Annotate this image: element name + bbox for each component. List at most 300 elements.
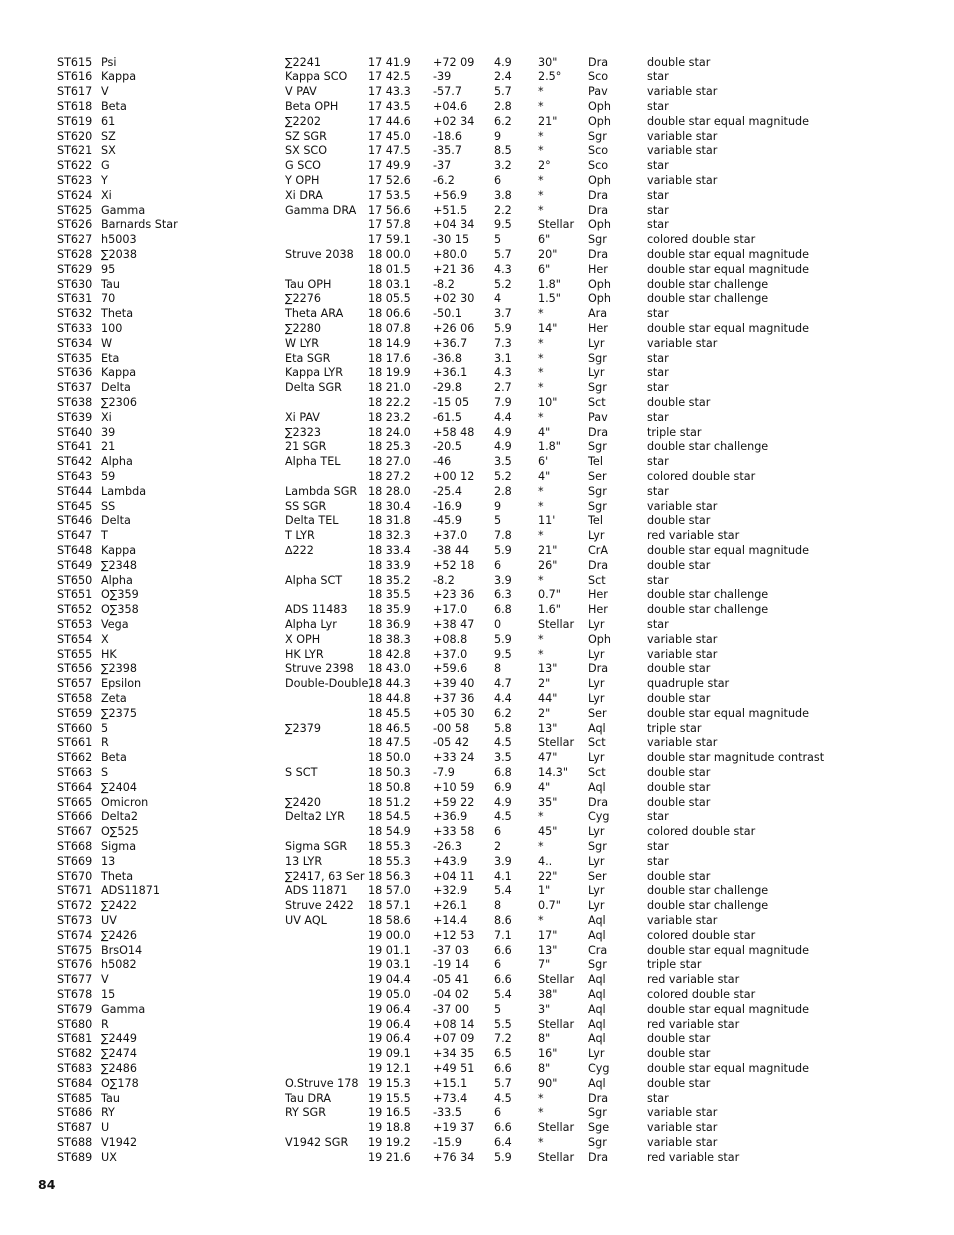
object-name-cell: UX: [101, 1150, 117, 1164]
separation-cell: 2.5°: [538, 70, 562, 84]
right-ascension-cell: 18 58.6: [368, 913, 411, 927]
catalog-id-cell: ST623: [57, 173, 93, 187]
table-row: [0, 648, 954, 663]
table-row: [0, 751, 954, 766]
catalog-id-cell: ST672: [57, 899, 93, 913]
constellation-cell: Pav: [588, 410, 608, 424]
constellation-cell: Her: [588, 321, 608, 335]
right-ascension-cell: 18 17.6: [368, 351, 411, 365]
right-ascension-cell: 19 00.0: [368, 928, 411, 942]
magnitude-cell: 3.5: [494, 751, 512, 765]
table-row: [0, 292, 954, 307]
separation-cell: Stellar: [538, 736, 575, 750]
alt-name-cell: HK LYR: [285, 647, 324, 661]
magnitude-cell: 2: [494, 839, 502, 853]
right-ascension-cell: 19 01.1: [368, 943, 411, 957]
catalog-id-cell: ST685: [57, 1091, 93, 1105]
declination-cell: -36.8: [433, 351, 462, 365]
right-ascension-cell: 18 05.5: [368, 292, 411, 306]
right-ascension-cell: 18 44.3: [368, 677, 411, 691]
separation-cell: 35": [538, 795, 558, 809]
separation-cell: *: [538, 336, 544, 350]
magnitude-cell: 6.6: [494, 1061, 512, 1075]
table-row: [0, 1092, 954, 1107]
separation-cell: *: [538, 1091, 544, 1105]
constellation-cell: Aql: [588, 1076, 606, 1090]
right-ascension-cell: 18 51.2: [368, 795, 411, 809]
table-row: [0, 218, 954, 233]
declination-cell: +51.5: [433, 203, 468, 217]
separation-cell: 11': [538, 514, 556, 528]
constellation-cell: Sgr: [588, 484, 607, 498]
right-ascension-cell: 17 53.5: [368, 188, 411, 202]
constellation-cell: Sgr: [588, 1106, 607, 1120]
object-name-cell: W: [101, 336, 113, 350]
alt-name-cell: ADS 11871: [285, 884, 348, 898]
catalog-id-cell: ST677: [57, 973, 93, 987]
object-type-cell: star: [647, 410, 669, 424]
table-row: [0, 263, 954, 278]
magnitude-cell: 5.7: [494, 247, 512, 261]
magnitude-cell: 5.9: [494, 543, 512, 557]
object-name-cell: G: [101, 159, 110, 173]
table-row: [0, 1062, 954, 1077]
object-type-cell: double star equal magnitude: [647, 943, 810, 957]
alt-name-cell: ∑2417, 63 Ser: [285, 869, 365, 883]
constellation-cell: Lyr: [588, 677, 605, 691]
object-type-cell: double star: [647, 395, 711, 409]
object-name-cell: Theta: [101, 307, 134, 321]
object-type-cell: variable star: [647, 1135, 718, 1149]
object-name-cell: 21: [101, 440, 116, 454]
object-name-cell: Sigma: [101, 839, 137, 853]
catalog-id-cell: ST628: [57, 247, 93, 261]
table-row: [0, 248, 954, 263]
object-name-cell: Barnards Star: [101, 218, 178, 232]
catalog-id-cell: ST652: [57, 603, 93, 617]
object-type-cell: double star equal magnitude: [647, 1002, 810, 1016]
catalog-id-cell: ST637: [57, 381, 93, 395]
object-name-cell: 13: [101, 854, 116, 868]
object-type-cell: colored double star: [647, 987, 756, 1001]
constellation-cell: Oph: [588, 114, 611, 128]
declination-cell: +02 30: [433, 292, 475, 306]
constellation-cell: Lyr: [588, 899, 605, 913]
right-ascension-cell: 18 28.0: [368, 484, 411, 498]
catalog-id-cell: ST646: [57, 514, 93, 528]
alt-name-cell: Theta ARA: [285, 307, 344, 321]
constellation-cell: Lyr: [588, 617, 605, 631]
declination-cell: -20.5: [433, 440, 462, 454]
magnitude-cell: 5.4: [494, 987, 512, 1001]
right-ascension-cell: 18 32.3: [368, 529, 411, 543]
object-type-cell: double star challenge: [647, 588, 769, 602]
separation-cell: 22": [538, 869, 558, 883]
catalog-id-cell: ST661: [57, 736, 93, 750]
magnitude-cell: 6.6: [494, 1121, 512, 1135]
separation-cell: *: [538, 351, 544, 365]
table-row: [0, 944, 954, 959]
magnitude-cell: 6.3: [494, 588, 512, 602]
object-type-cell: double star challenge: [647, 292, 769, 306]
right-ascension-cell: 17 52.6: [368, 173, 411, 187]
object-name-cell: O∑178: [101, 1076, 139, 1090]
magnitude-cell: 4.5: [494, 810, 512, 824]
alt-name-cell: Tau OPH: [285, 277, 332, 291]
table-row: [0, 70, 954, 85]
declination-cell: +21 36: [433, 262, 475, 276]
separation-cell: 8": [538, 1061, 551, 1075]
right-ascension-cell: 18 03.1: [368, 277, 411, 291]
table-row: [0, 174, 954, 189]
magnitude-cell: 5.9: [494, 632, 512, 646]
magnitude-cell: 4.3: [494, 262, 512, 276]
declination-cell: +37 36: [433, 691, 475, 705]
catalog-id-cell: ST625: [57, 203, 93, 217]
catalog-id-cell: ST687: [57, 1121, 93, 1135]
declination-cell: +23 36: [433, 588, 475, 602]
declination-cell: -6.2: [433, 173, 455, 187]
constellation-cell: Sco: [588, 70, 609, 84]
table-row: [0, 766, 954, 781]
object-name-cell: ∑2422: [101, 899, 138, 913]
object-name-cell: Omicron: [101, 795, 149, 809]
object-name-cell: Kappa: [101, 543, 137, 557]
catalog-id-cell: ST669: [57, 854, 93, 868]
table-row: [0, 514, 954, 529]
declination-cell: +12 53: [433, 928, 475, 942]
table-row: [0, 884, 954, 899]
catalog-id-cell: ST631: [57, 292, 93, 306]
separation-cell: 44": [538, 691, 558, 705]
magnitude-cell: 9.5: [494, 647, 512, 661]
declination-cell: -00 58: [433, 721, 470, 735]
catalog-id-cell: ST629: [57, 262, 93, 276]
right-ascension-cell: 19 16.5: [368, 1106, 411, 1120]
right-ascension-cell: 18 46.5: [368, 721, 411, 735]
catalog-id-cell: ST641: [57, 440, 93, 454]
table-row: [0, 366, 954, 381]
constellation-cell: Aql: [588, 973, 606, 987]
table-row: [0, 559, 954, 574]
magnitude-cell: 6.8: [494, 603, 512, 617]
alt-name-cell: Xi PAV: [285, 410, 320, 424]
object-name-cell: Delta: [101, 381, 131, 395]
object-name-cell: V1942: [101, 1135, 138, 1149]
declination-cell: -37: [433, 159, 452, 173]
alt-name-cell: ∑2323: [285, 425, 322, 439]
magnitude-cell: 5: [494, 514, 502, 528]
separation-cell: 21": [538, 114, 558, 128]
table-row: [0, 426, 954, 441]
magnitude-cell: 4.7: [494, 677, 512, 691]
right-ascension-cell: 18 50.0: [368, 751, 411, 765]
magnitude-cell: 5.5: [494, 1017, 512, 1031]
object-name-cell: 39: [101, 425, 116, 439]
catalog-id-cell: ST658: [57, 691, 93, 705]
magnitude-cell: 3.9: [494, 573, 512, 587]
right-ascension-cell: 17 43.5: [368, 99, 411, 113]
object-name-cell: SX: [101, 144, 116, 158]
separation-cell: 90": [538, 1076, 558, 1090]
magnitude-cell: 4.9: [494, 425, 512, 439]
object-name-cell: h5082: [101, 958, 137, 972]
declination-cell: +59 22: [433, 795, 475, 809]
object-type-cell: red variable star: [647, 973, 740, 987]
object-type-cell: double star equal magnitude: [647, 262, 810, 276]
separation-cell: Stellar: [538, 973, 575, 987]
catalog-id-cell: ST642: [57, 455, 93, 469]
alt-name-cell: ∑2276: [285, 292, 322, 306]
object-name-cell: RY: [101, 1106, 115, 1120]
separation-cell: 16": [538, 1047, 558, 1061]
object-name-cell: ∑2474: [101, 1047, 138, 1061]
right-ascension-cell: 19 19.2: [368, 1135, 411, 1149]
separation-cell: Stellar: [538, 617, 575, 631]
object-name-cell: UV: [101, 913, 117, 927]
alt-name-cell: ∑2280: [285, 321, 322, 335]
right-ascension-cell: 18 27.2: [368, 469, 411, 483]
catalog-id-cell: ST618: [57, 99, 93, 113]
object-name-cell: ∑2398: [101, 662, 138, 676]
separation-cell: *: [538, 1106, 544, 1120]
catalog-id-cell: ST681: [57, 1032, 93, 1046]
separation-cell: *: [538, 99, 544, 113]
catalog-id-cell: ST621: [57, 144, 93, 158]
alt-name-cell: Eta SGR: [285, 351, 331, 365]
table-row: [0, 988, 954, 1003]
alt-name-cell: Beta OPH: [285, 99, 339, 113]
declination-cell: +38 47: [433, 617, 475, 631]
declination-cell: +73.4: [433, 1091, 468, 1105]
constellation-cell: Dra: [588, 188, 609, 202]
catalog-id-cell: ST619: [57, 114, 93, 128]
object-name-cell: O∑358: [101, 603, 139, 617]
constellation-cell: Aql: [588, 913, 606, 927]
constellation-cell: Aql: [588, 987, 606, 1001]
magnitude-cell: 6: [494, 1106, 502, 1120]
constellation-cell: Aql: [588, 928, 606, 942]
object-name-cell: Beta: [101, 751, 127, 765]
separation-cell: 4..: [538, 854, 553, 868]
separation-cell: 4": [538, 780, 551, 794]
catalog-id-cell: ST622: [57, 159, 93, 173]
object-type-cell: star: [647, 218, 669, 232]
magnitude-cell: 4.9: [494, 440, 512, 454]
table-row: [0, 100, 954, 115]
alt-name-cell: 21 SGR: [285, 440, 327, 454]
object-name-cell: Eta: [101, 351, 120, 365]
right-ascension-cell: 18 33.9: [368, 558, 411, 572]
object-type-cell: colored double star: [647, 469, 756, 483]
separation-cell: 2°: [538, 159, 551, 173]
right-ascension-cell: 18 47.5: [368, 736, 411, 750]
table-row: [0, 662, 954, 677]
right-ascension-cell: 17 49.9: [368, 159, 411, 173]
object-type-cell: star: [647, 381, 669, 395]
magnitude-cell: 3.2: [494, 159, 512, 173]
declination-cell: -33.5: [433, 1106, 462, 1120]
object-type-cell: variable star: [647, 144, 718, 158]
object-name-cell: ADS11871: [101, 884, 160, 898]
object-name-cell: S: [101, 765, 109, 779]
magnitude-cell: 5.4: [494, 884, 512, 898]
object-type-cell: star: [647, 203, 669, 217]
constellation-cell: Lyr: [588, 884, 605, 898]
declination-cell: -7.9: [433, 765, 455, 779]
object-name-cell: Alpha: [101, 455, 133, 469]
alt-name-cell: Kappa SCO: [285, 70, 348, 84]
right-ascension-cell: 17 56.6: [368, 203, 411, 217]
magnitude-cell: 6: [494, 825, 502, 839]
alt-name-cell: S SCT: [285, 765, 318, 779]
object-type-cell: star: [647, 99, 669, 113]
declination-cell: -37 03: [433, 943, 470, 957]
right-ascension-cell: 18 36.9: [368, 617, 411, 631]
alt-name-cell: Delta TEL: [285, 514, 339, 528]
magnitude-cell: 2.7: [494, 381, 512, 395]
magnitude-cell: 2.2: [494, 203, 512, 217]
alt-name-cell: SS SGR: [285, 499, 327, 513]
constellation-cell: Sgr: [588, 129, 607, 143]
alt-name-cell: SX SCO: [285, 144, 328, 158]
constellation-cell: Sco: [588, 144, 609, 158]
object-type-cell: triple star: [647, 958, 702, 972]
table-row: [0, 855, 954, 870]
constellation-cell: Ser: [588, 869, 607, 883]
table-row: [0, 470, 954, 485]
alt-name-cell: Lambda SGR: [285, 484, 358, 498]
alt-name-cell: Struve 2422: [285, 899, 354, 913]
constellation-cell: Sct: [588, 395, 606, 409]
table-row: [0, 115, 954, 130]
catalog-id-cell: ST686: [57, 1106, 93, 1120]
catalog-id-cell: ST674: [57, 928, 93, 942]
object-type-cell: double star: [647, 869, 711, 883]
separation-cell: 6": [538, 262, 551, 276]
declination-cell: +72 09: [433, 55, 475, 69]
declination-cell: -39: [433, 70, 452, 84]
object-type-cell: star: [647, 366, 669, 380]
constellation-cell: Sct: [588, 573, 606, 587]
table-row: [0, 929, 954, 944]
object-type-cell: star: [647, 1091, 669, 1105]
constellation-cell: Sgr: [588, 1135, 607, 1149]
object-name-cell: Xi: [101, 410, 112, 424]
alt-name-cell: Alpha SCT: [285, 573, 343, 587]
separation-cell: Stellar: [538, 1121, 575, 1135]
constellation-cell: Aql: [588, 1002, 606, 1016]
table-row: [0, 603, 954, 618]
table-row: [0, 130, 954, 145]
object-name-cell: h5003: [101, 233, 137, 247]
right-ascension-cell: 18 31.8: [368, 514, 411, 528]
right-ascension-cell: 18 56.3: [368, 869, 411, 883]
magnitude-cell: 6: [494, 173, 502, 187]
separation-cell: *: [538, 632, 544, 646]
object-type-cell: double star magnitude contrast: [647, 751, 825, 765]
magnitude-cell: 5.2: [494, 277, 512, 291]
object-type-cell: quadruple star: [647, 677, 730, 691]
object-type-cell: double star: [647, 55, 711, 69]
constellation-cell: Sgr: [588, 499, 607, 513]
declination-cell: +08.8: [433, 632, 468, 646]
declination-cell: +43.9: [433, 854, 468, 868]
alt-name-cell: ∑2379: [285, 721, 322, 735]
object-name-cell: R: [101, 736, 109, 750]
object-name-cell: Gamma: [101, 1002, 146, 1016]
separation-cell: *: [538, 188, 544, 202]
catalog-id-cell: ST617: [57, 85, 93, 99]
table-row: [0, 707, 954, 722]
alt-name-cell: V PAV: [285, 85, 317, 99]
declination-cell: -16.9: [433, 499, 462, 513]
right-ascension-cell: 18 35.5: [368, 588, 411, 602]
catalog-id-cell: ST620: [57, 129, 93, 143]
declination-cell: +15.1: [433, 1076, 468, 1090]
table-row: [0, 233, 954, 248]
declination-cell: +32.9: [433, 884, 468, 898]
object-type-cell: star: [647, 810, 669, 824]
object-type-cell: colored double star: [647, 825, 756, 839]
magnitude-cell: 5.7: [494, 85, 512, 99]
table-row: [0, 307, 954, 322]
separation-cell: 4": [538, 425, 551, 439]
magnitude-cell: 5: [494, 1002, 502, 1016]
object-name-cell: HK: [101, 647, 117, 661]
object-type-cell: variable star: [647, 336, 718, 350]
alt-name-cell: ∆222: [285, 543, 314, 557]
magnitude-cell: 4.9: [494, 55, 512, 69]
separation-cell: Stellar: [538, 1017, 575, 1031]
declination-cell: +36.7: [433, 336, 468, 350]
declination-cell: -8.2: [433, 277, 455, 291]
constellation-cell: Ser: [588, 469, 607, 483]
constellation-cell: Aql: [588, 780, 606, 794]
table-row: [0, 544, 954, 559]
object-name-cell: SS: [101, 499, 116, 513]
object-name-cell: Delta2: [101, 810, 138, 824]
constellation-cell: Sgr: [588, 440, 607, 454]
object-type-cell: star: [647, 159, 669, 173]
right-ascension-cell: 19 12.1: [368, 1061, 411, 1075]
alt-name-cell: Alpha TEL: [285, 455, 341, 469]
right-ascension-cell: 18 35.2: [368, 573, 411, 587]
table-row: [0, 337, 954, 352]
alt-name-cell: Xi DRA: [285, 188, 323, 202]
separation-cell: *: [538, 529, 544, 543]
table-row: [0, 56, 954, 71]
declination-cell: +59.6: [433, 662, 468, 676]
table-row: [0, 958, 954, 973]
right-ascension-cell: 18 50.3: [368, 765, 411, 779]
declination-cell: +34 35: [433, 1047, 475, 1061]
separation-cell: 1.5": [538, 292, 561, 306]
catalog-id-cell: ST682: [57, 1047, 93, 1061]
constellation-cell: Oph: [588, 99, 611, 113]
magnitude-cell: 5.9: [494, 1150, 512, 1164]
right-ascension-cell: 19 03.1: [368, 958, 411, 972]
object-type-cell: star: [647, 351, 669, 365]
object-type-cell: double star: [647, 1032, 711, 1046]
object-type-cell: variable star: [647, 647, 718, 661]
right-ascension-cell: 18 54.5: [368, 810, 411, 824]
object-type-cell: double star: [647, 1047, 711, 1061]
table-row: [0, 722, 954, 737]
separation-cell: *: [538, 499, 544, 513]
right-ascension-cell: 18 24.0: [368, 425, 411, 439]
catalog-id-cell: ST656: [57, 662, 93, 676]
